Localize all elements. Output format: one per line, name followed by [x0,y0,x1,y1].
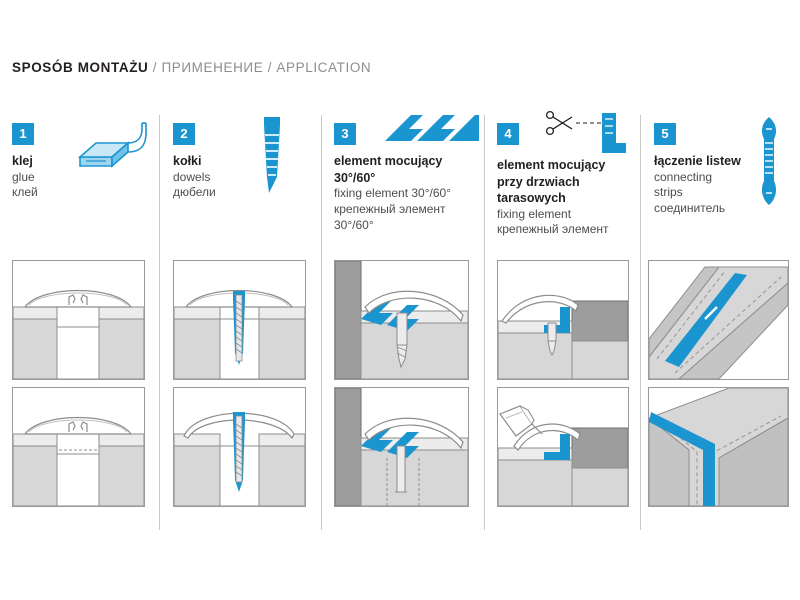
column-terrace-door [497,105,632,530]
frame-dowel-top [173,260,306,380]
caption-fixing-element [334,153,474,233]
caption-pl-5: łączenie listew [654,154,741,168]
frame-connector-top [648,260,789,380]
caption-pl-3: element mocujący 30°/60° [334,154,443,185]
column-glue [12,105,156,530]
column-connecting [654,105,794,530]
frame-glue-top [12,260,145,380]
caption-pl-2: kołki [173,154,202,168]
step-badge-3: 3 [334,123,356,145]
column-divider-1 [159,115,160,530]
caption-en-4: fixing element [497,206,572,221]
frame-glue-bottom [12,387,145,507]
caption-en2-5: strips [654,185,683,200]
caption-ru-3: крепежный элемент 30°/60° [334,201,446,232]
frame-connector-bottom [648,387,789,507]
step-badge-5: 5 [654,123,676,145]
frame-fixing-top [334,260,469,380]
caption-ru-4: крепежный элемент [497,222,609,237]
step-badge-4: 4 [497,123,519,145]
step-badge-2: 2 [173,123,195,145]
page-title [12,60,371,75]
frame-dowel-bottom [173,387,306,507]
page-title-sep-2: / [263,60,277,75]
caption-pl-1: klej [12,154,33,168]
dowel-icon [255,115,289,206]
application-columns [0,105,800,535]
column-divider-2 [321,115,322,530]
caption-connecting [654,153,760,217]
caption-ru-2: дюбели [173,185,216,200]
column-dowels [173,105,313,530]
page-title-pl: SPOSÓB MONTAŻU [12,60,149,75]
fixing-element-30-60-icon [383,111,479,158]
page-title-sep-1: / [148,60,162,75]
column-divider-3 [484,115,485,530]
caption-pl-4: element mocujący przy drzwiach tarasowych [497,158,606,205]
connector-strip-icon [756,115,782,212]
frame-terrace-bottom [497,387,629,507]
step-badge-1: 1 [12,123,34,145]
scissors-cut-profile-icon [542,109,626,172]
column-divider-4 [640,115,641,530]
caption-en-1: glue [12,169,35,184]
frame-fixing-bottom [334,387,469,507]
caption-ru-1: клей [12,185,38,200]
caption-ru-5: соединитель [654,201,726,216]
caption-en-5: connecting [654,169,713,184]
page-title-en: APPLICATION [276,60,372,75]
glue-profile-icon [72,117,150,180]
caption-en-3: fixing element 30°/60° [334,186,451,200]
frame-terrace-top [497,260,629,380]
column-fixing-element [334,105,479,530]
caption-en-2: dowels [173,169,211,184]
page-title-ru: ПРИМЕНЕНИЕ [161,60,264,75]
